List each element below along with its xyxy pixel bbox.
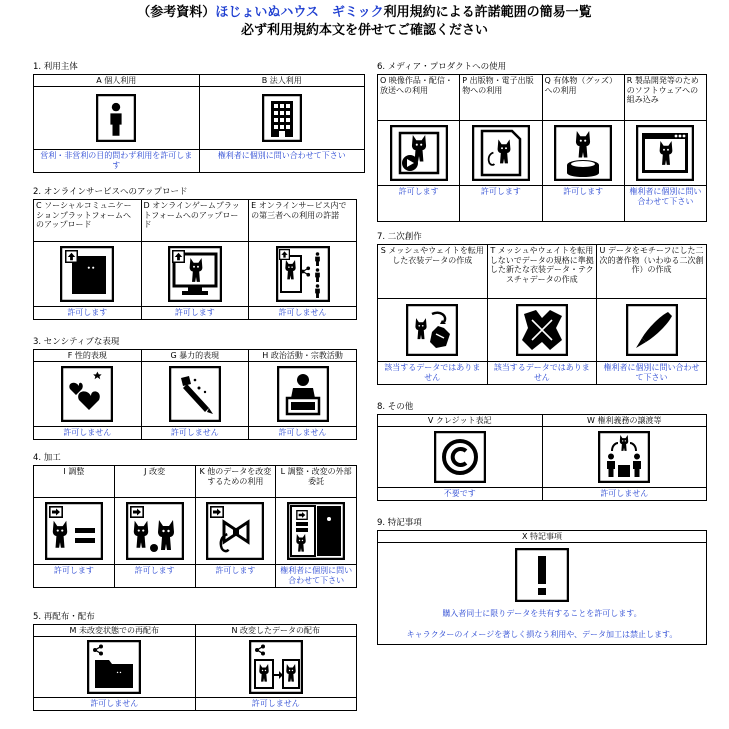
section-special-notes <box>377 518 707 645</box>
section-redistribution <box>33 612 357 711</box>
status-modify-other-data: 許可します <box>215 566 256 575</box>
section-sensitive <box>33 337 357 440</box>
person-icon <box>34 87 199 149</box>
section-heading: 3. センシティブな表現 <box>33 337 120 347</box>
section-heading: 2. オンラインサービスへのアップロード <box>33 187 188 197</box>
figure-icon <box>543 121 624 185</box>
sns-upload-icon <box>34 242 141 306</box>
label-software: R 製品開発等のためのソフトウェアへの組み込み <box>626 76 699 105</box>
knife-icon <box>142 362 249 426</box>
online-upload-table <box>33 199 357 320</box>
processing-table <box>33 465 357 588</box>
label-political: H 政治活動・宗教活動 <box>262 351 343 360</box>
label-adjust: I 調整 <box>63 467 85 476</box>
modify-icon <box>115 498 195 564</box>
label-personal-use: A 個人利用 <box>96 76 137 85</box>
label-distribute-modified: N 改変したデータの配布 <box>231 626 321 635</box>
section-heading: 8. その他 <box>377 402 414 412</box>
section-heading: 4. 加工 <box>33 453 61 463</box>
exclamation-icon <box>378 543 706 607</box>
derivative-table <box>377 244 707 385</box>
video-icon <box>378 121 459 185</box>
status-corporate-use: 権利者に個別に問い合わせて下さい <box>217 151 346 160</box>
page-title <box>0 4 729 40</box>
section-heading: 5. 再配布・配布 <box>33 612 95 622</box>
section-online-upload <box>33 187 357 320</box>
status-video: 許可します <box>398 187 439 196</box>
status-distribute-modified: 許可しません <box>251 699 300 708</box>
hearts-icon <box>34 362 141 426</box>
label-new-costume: T メッシュやウェイトを転用しないでデータの規格に準拠した新たな衣装データ・テクスチャデータの作成 <box>489 246 594 284</box>
status-fan-work: 権利者に個別に問い合わせて下さい <box>603 363 700 382</box>
label-mesh-reuse: S メッシュやウェイトを転用した衣装データの作成 <box>380 246 484 265</box>
label-outsource: L 調整・改変の外部委託 <box>280 467 352 486</box>
software-icon <box>625 121 706 185</box>
podium-icon <box>249 362 356 426</box>
status-goods: 許可します <box>563 187 604 196</box>
status-redistribute: 許可しません <box>90 699 139 708</box>
label-goods: Q 有体物（グッズ）への利用 <box>544 76 617 95</box>
publication-icon <box>460 121 541 185</box>
status-political: 許可しません <box>278 428 327 437</box>
status-publication: 許可します <box>480 187 521 196</box>
title-prefix: （参考資料） <box>137 5 216 20</box>
share-license-icon <box>249 242 356 306</box>
adjust-icon <box>34 498 114 564</box>
label-fan-work: U データをモチーフにした二次的著作物（いわゆる二次創作）の作成 <box>599 246 704 275</box>
status-game-upload: 許可します <box>174 308 215 317</box>
label-sexual: F 性的表現 <box>67 351 107 360</box>
status-third-party-license: 許可しません <box>278 308 327 317</box>
building-icon <box>200 87 365 149</box>
section-processing <box>33 453 357 588</box>
status-modify: 許可します <box>134 566 175 575</box>
label-corporate-use: B 法人利用 <box>261 76 302 85</box>
section-heading: 7. 二次創作 <box>377 232 422 242</box>
outsource-icon <box>276 498 356 564</box>
status-new-costume: 該当するデータではありません <box>493 363 590 382</box>
game-upload-icon <box>142 242 249 306</box>
label-redistribute: M 未改変状態での再配布 <box>69 626 159 635</box>
label-publication: P 出版物・電子出版物への利用 <box>462 76 534 95</box>
transfer-icon <box>543 427 707 487</box>
label-modify-other-data: K 他のデータを改変するための利用 <box>199 467 272 486</box>
section-heading: 1. 利用主体 <box>33 62 78 72</box>
status-personal-use: 営利・非営利の目的問わず利用を許可します <box>40 151 193 170</box>
section-heading: 6. メディア・プロダクトへの使用 <box>377 62 507 72</box>
label-video: O 映像作品・配信・放送への利用 <box>380 76 453 95</box>
sensitive-table <box>33 349 357 440</box>
section-usage-subject <box>33 62 365 173</box>
label-modify: J 改変 <box>144 467 166 476</box>
label-transfer: W 権利義務の譲渡等 <box>587 416 662 425</box>
status-violent: 許可しません <box>170 428 219 437</box>
section-derivative <box>377 232 707 385</box>
media-table <box>377 74 707 222</box>
section-heading: 9. 特記事項 <box>377 518 422 528</box>
label-third-party-license: E オンラインサービス内での第三者への利用の許諾 <box>251 201 347 220</box>
label-special-notes: X 特記事項 <box>521 532 563 541</box>
title-rest: 利用規約による許諾範囲の簡易一覧 <box>383 5 592 20</box>
label-game-upload: D オンラインゲームプラットフォームへのアップロード <box>143 201 240 230</box>
status-transfer: 許可しません <box>600 489 649 498</box>
ribbon-icon <box>196 498 276 564</box>
pen-icon <box>597 299 706 361</box>
status-outsource: 権利者に個別に問い合わせて下さい <box>280 566 353 585</box>
title-subline: 必ず利用規約本文を併せてご確認ください <box>240 23 488 38</box>
status-software: 権利者に個別に問い合わせて下さい <box>629 187 702 206</box>
status-adjust: 許可します <box>53 566 94 575</box>
special-notes-table <box>377 530 707 645</box>
label-violent: G 暴力的表現 <box>170 351 220 360</box>
note-prohibited-use: キャラクターのイメージを著しく損なう利用や、データ加工は禁止します。 <box>406 630 678 639</box>
status-credit: 不要です <box>443 489 476 498</box>
usage-subject-table <box>33 74 365 173</box>
other-table <box>377 414 707 501</box>
status-sns-upload: 許可します <box>67 308 108 317</box>
label-sns-upload: C ソーシャルコミュニケーションプラットフォームへのアップロード <box>36 201 132 230</box>
status-sexual: 許可しません <box>63 428 112 437</box>
section-media <box>377 62 707 222</box>
redistribution-table <box>33 624 357 711</box>
cloth-icon <box>488 299 597 361</box>
copyright-icon <box>378 427 542 487</box>
status-mesh-reuse: 該当するデータではありません <box>384 363 481 382</box>
distribute-modified-icon <box>196 637 357 697</box>
mesh-icon <box>378 299 487 361</box>
section-other <box>377 402 707 501</box>
note-share-between-buyers: 購入者同士に限りデータを共有することを許可します。 <box>442 609 642 618</box>
label-credit: V クレジット表記 <box>427 416 492 425</box>
title-brand: ほじょいぬハウス ギミック <box>215 5 384 20</box>
redistribute-icon <box>34 637 195 697</box>
